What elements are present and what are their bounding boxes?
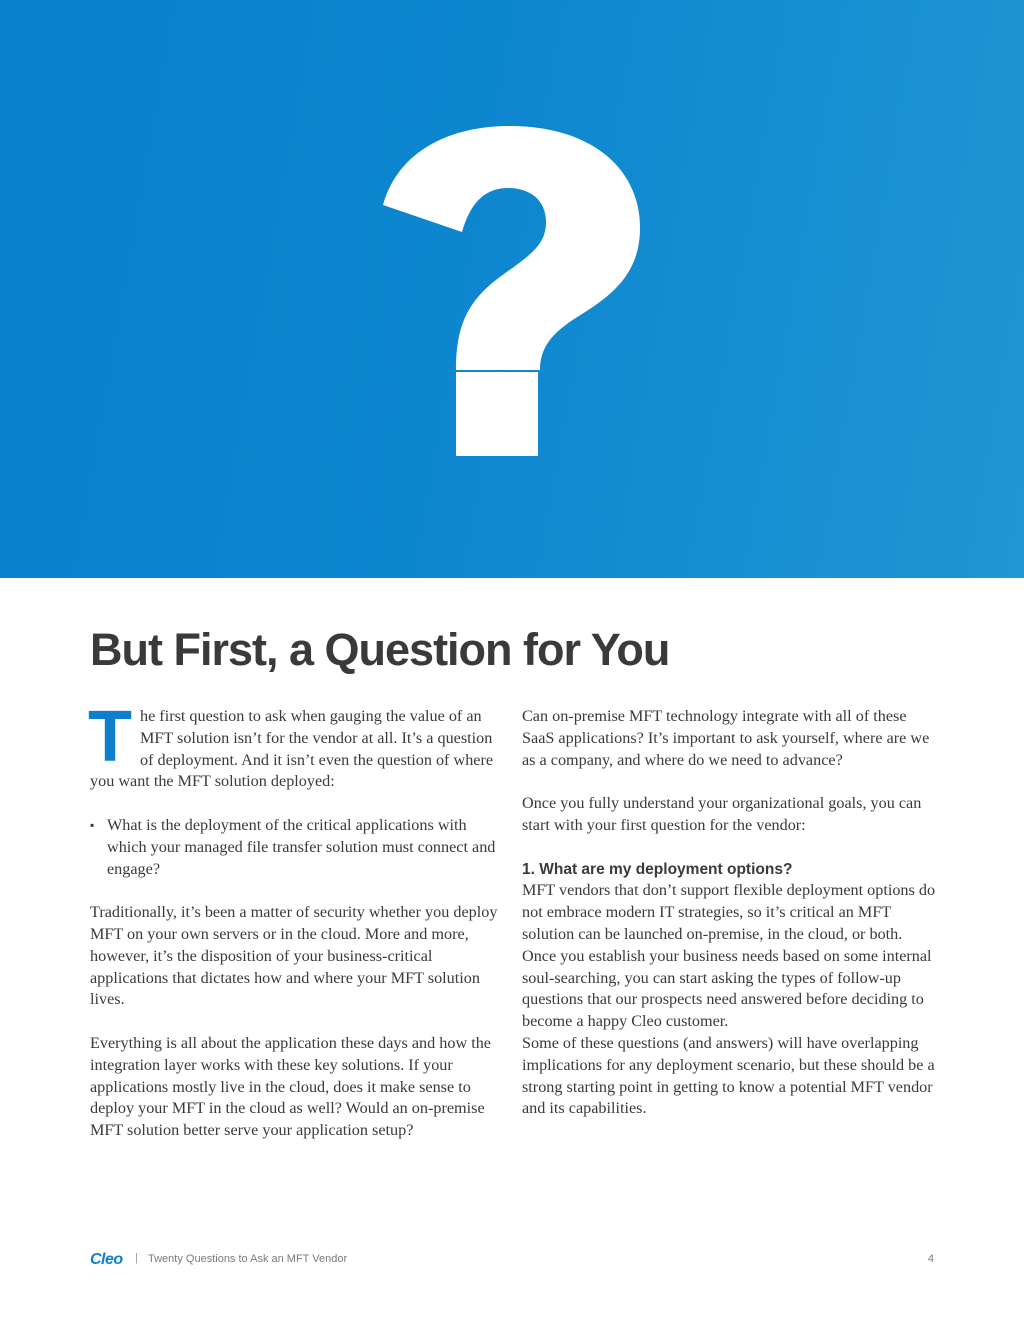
paragraph-application: Everything is all about the application these days and how the integration layer works with these key solutions. If your applications mostly live in the cloud, does it make sense to deploy your MFT in the cloud as well? Would an on-premise MFT solution better serve your application setup? [90,1033,491,1140]
page-number: 4 [927,1253,934,1265]
paragraph-saas: Can on-premise MFT technology integrate with all of these SaaS applications? It’s important to ask yourself, where are we as a company, and where do we need to advance? [522,707,930,769]
bullet-item: ▪ What is the deployment of the critical applications with which your managed file transfer solution must connect and engage? [90,815,504,880]
intro-paragraph [88,697,504,793]
section-subhead: 1. What are my deployment options? [522,860,793,878]
page-title: But First, a Question for You [90,624,670,675]
question-mark-icon [0,0,1024,578]
bullet-list [90,815,504,880]
cleo-logo: Cleo [90,1251,123,1268]
footer-divider: | [135,1252,138,1264]
paragraph-overlapping: Some of these questions (and answers) will have overlapping implications for any deployment scenario, but these should be a strong starting point in getting to know a potential MFT vendor and its capabilities. [522,1033,935,1118]
drop-cap: T [88,697,132,777]
left-column [88,697,504,1142]
page-footer [90,1252,934,1270]
paragraph-deployment: MFT vendors that don’t support flexible deployment options do not embrace modern IT strategies, so it’s critical an MFT solution can be launched on-premise, in the cloud, or both. Once you establish your business needs based on some internal soul-searching, you can start asking the types of follow-up questions that our prospects need answered before deciding to become a happy Cleo customer. [522,881,936,1031]
paragraph-traditionally: Traditionally, it’s been a matter of security whether you deploy MFT on your own servers or in the cloud. More and more, however, it’s the disposition of your business-critical applications that dictates how and where your MFT solution lives. [90,903,498,1009]
intro-text: he first question to ask when gauging the value of an MFT solution isn’t for the vendor at all. It’s a question of deployment. And it isn’t even the question of where you want the MFT solution deployed: [90,707,494,791]
right-column [522,706,938,1120]
hero-banner [0,0,1024,578]
document-title: Twenty Questions to Ask an MFT Vendor [148,1253,348,1265]
paragraph-goals: Once you fully understand your organizational goals, you can start with your first question for the vendor: [522,794,922,834]
